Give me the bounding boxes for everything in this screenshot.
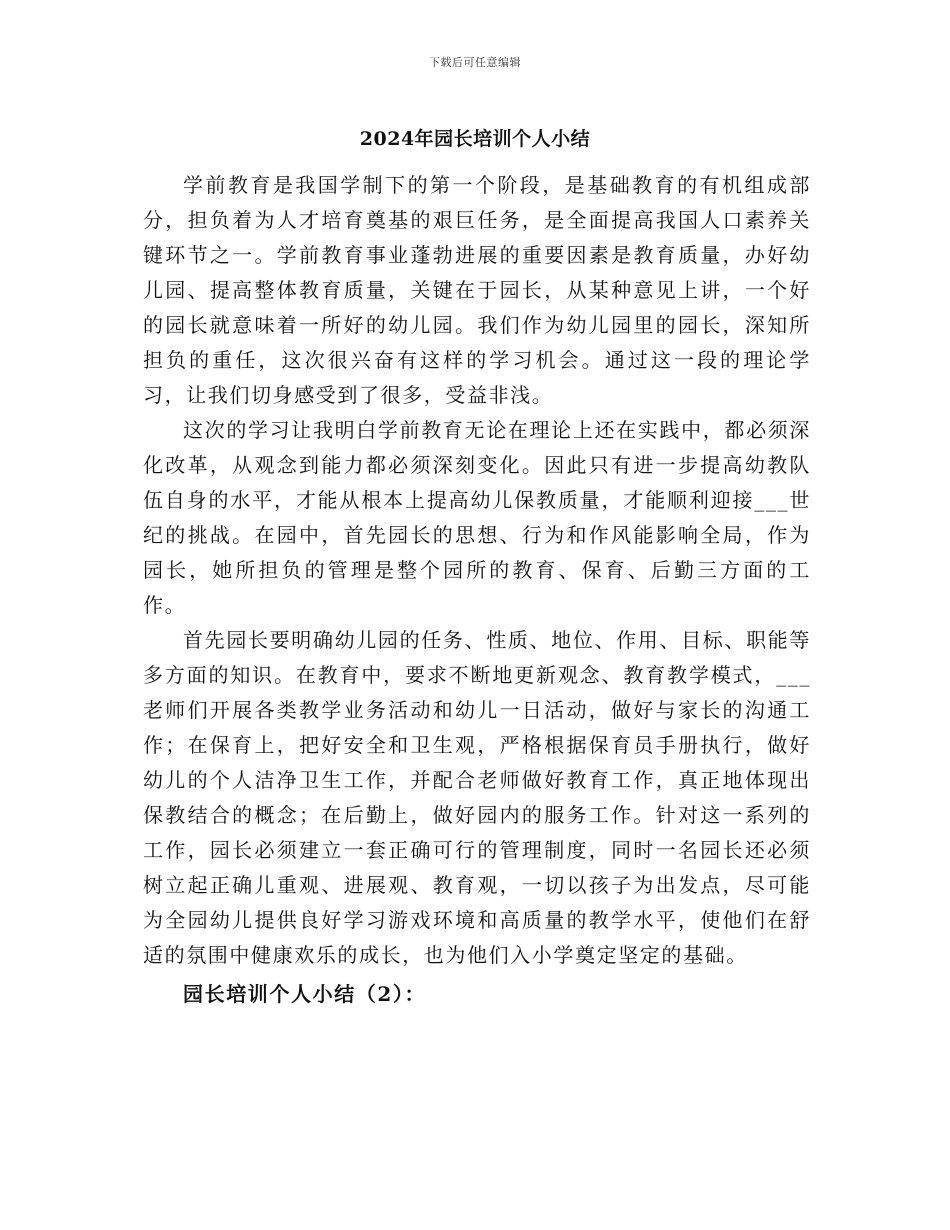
paragraph-2: 这次的学习让我明白学前教育无论在理论上还在实践中，都必须深化改革，从观念到能力都必须深刻变化。因此只有进一步提高幼教队伍自身的水平，才能从根本上提高幼儿保教质量，才能顺利迎接___世纪的挑战。在园中，首先园长的思想、行为和作风能影响全局，作为园长，她所担负的管理是整个园所的教育、保育、后勤三方面的工作。 <box>143 418 811 617</box>
document-title: 2024年园长培训个人小结 <box>359 128 591 150</box>
section-subheading: 园长培训个人小结（2）： <box>183 982 427 1006</box>
page-header-note: 下载后可任意编辑 <box>429 56 521 69</box>
paragraph-3: 首先园长要明确幼儿园的任务、性质、地位、作用、目标、职能等多方面的知识。在教育中，要求不断地更新观念、教育教学模式，___老师们开展各类教学业务活动和幼儿一日活动，做好与家长的沟通工作；在保育上，把好安全和卫生观，严格根据保育员手册执行，做好幼儿的个人洁净卫生工作，并配合老师做好教育工作，真正地体现出保教结合的概念；在后勤上，做好园内的服务工作。针对这一系列的工作，园长必须建立一套正确可行的管理制度，同时一名园长还必须树立起正确儿重观、进展观、教育观，一切以孩子为出发点，尽可能为全园幼儿提供良好学习游戏环境和高质量的教学水平，使他们在舒适的氛围中健康欢乐的成长，也为他们入小学奠定坚定的基础。 <box>143 628 811 967</box>
document-body <box>143 168 811 1012</box>
paragraph-1: 学前教育是我国学制下的第一个阶段，是基础教育的有机组成部分，担负着为人才培育奠基的艰巨任务，是全面提高我国人口素养关键环节之一。学前教育事业蓬勃进展的重要因素是教育质量，办好幼儿园、提高整体教育质量，关键在于园长，从某种意见上讲，一个好的园长就意味着一所好的幼儿园。我们作为幼儿园里的园长，深知所担负的重任，这次很兴奋有这样的学习机会。通过这一段的理论学习，让我们切身感受到了很多，受益非浅。 <box>143 173 811 407</box>
